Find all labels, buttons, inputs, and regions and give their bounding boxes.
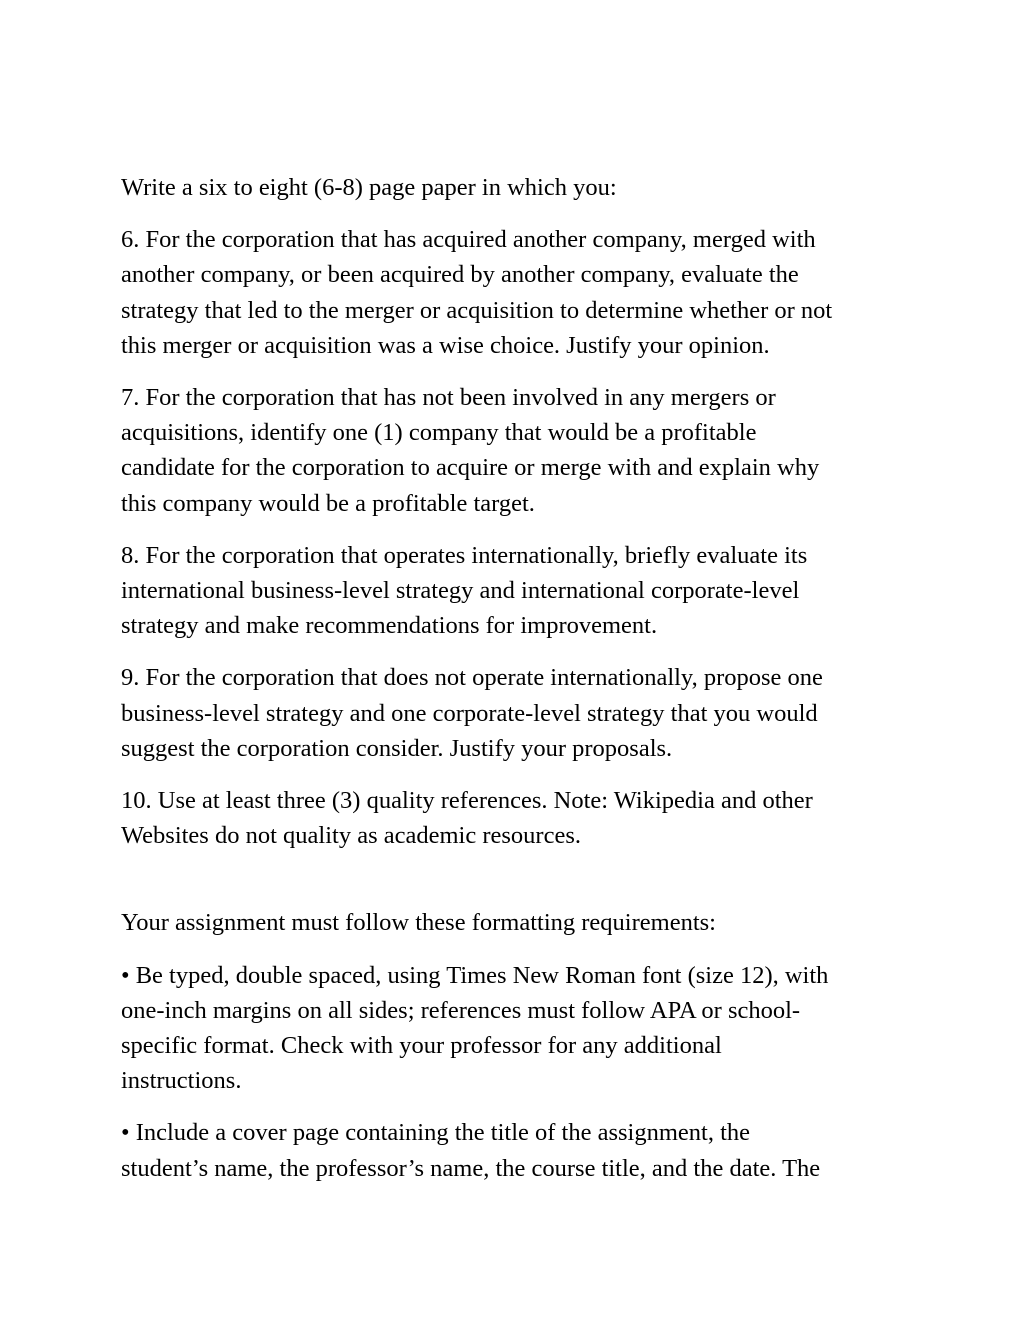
requirement-item-6: 6. For the corporation that has acquired another company, merged with another company, or been acquired by another company, evaluate the strategy that led to the merger or acquisition to determine whether or not this merger or acquisition was a wise choice. Justify your opinion.	[121, 226, 833, 359]
requirement-item-8: 8. For the corporation that operates internationally, briefly evaluate its international business-level strategy and international corporate-level strategy and make recommendations for improvement.	[121, 541, 808, 640]
formatting-heading: Your assignment must follow these formatting requirements:	[121, 909, 716, 937]
document-body	[121, 170, 911, 1203]
requirement-item-7: 7. For the corporation that has not been involved in any mergers or acquisitions, identify one (1) company that would be a profitable candidate for the corporation to acquire or merge with and explain why this company would be a profitable target.	[121, 384, 820, 517]
requirement-item-10: 10. Use at least three (3) quality references. Note: Wikipedia and other Websites do not quality as academic resources.	[121, 787, 813, 850]
intro-paragraph: Write a six to eight (6-8) page paper in which you:	[121, 174, 617, 201]
formatting-item-cover-page: • Include a cover page containing the title of the assignment, the student’s name, the professor’s name, the course title, and the date. The	[121, 1119, 821, 1182]
section-gap	[121, 870, 911, 905]
requirement-item-9: 9. For the corporation that does not operate internationally, propose one business-level strategy and one corporate-level strategy that you would suggest the corporation consider. Justify your proposals.	[121, 664, 823, 762]
formatting-item-typed: • Be typed, double spaced, using Times New Roman font (size 12), with one-inch margins on all sides; references must follow APA or school- specific format. Check with your professor for any additional instructions.	[121, 961, 829, 1095]
